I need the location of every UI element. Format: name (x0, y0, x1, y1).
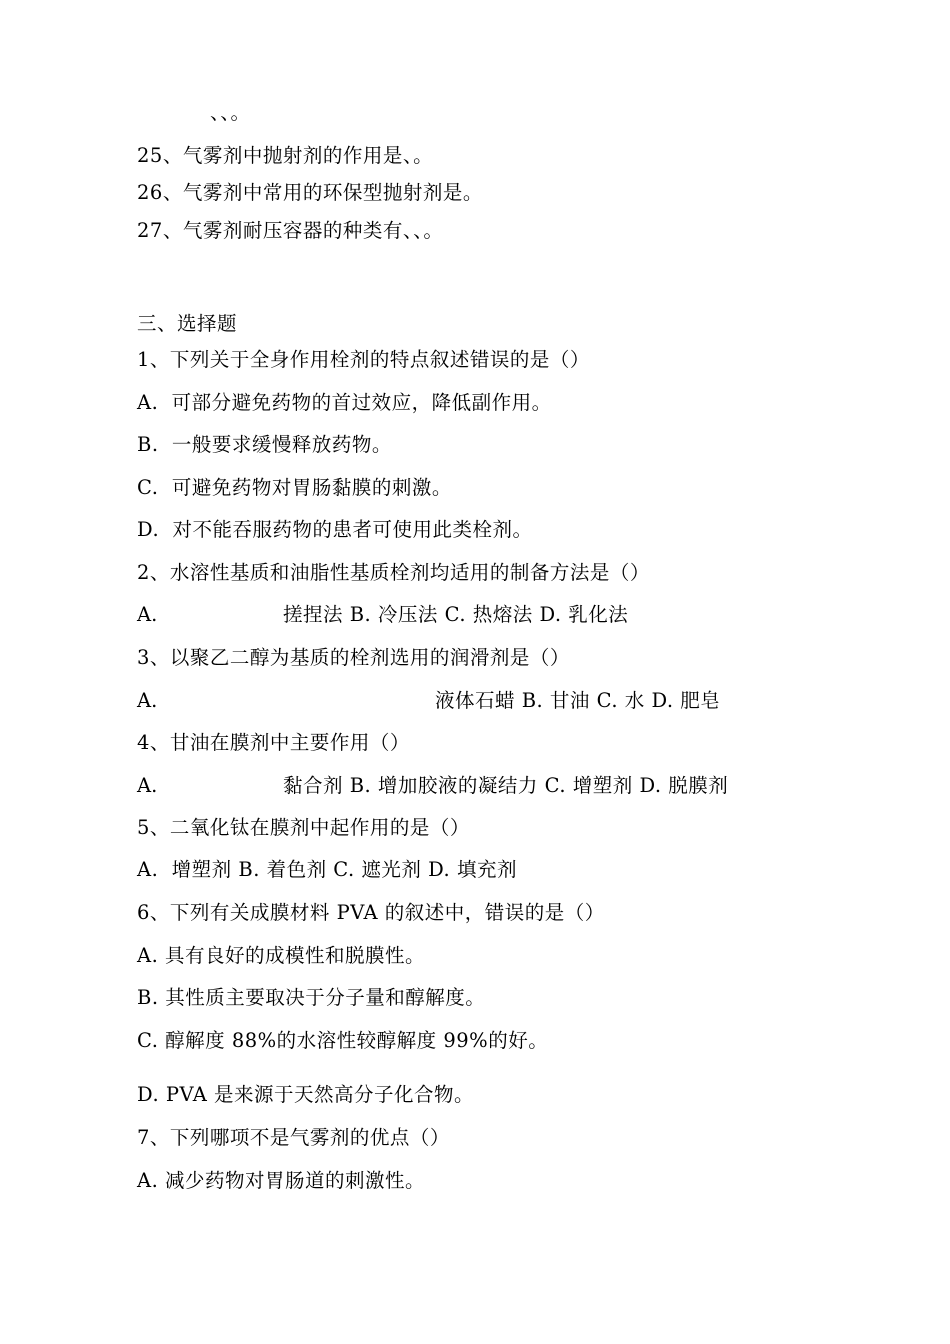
question-4-option-letter: A. (137, 774, 158, 797)
question-2-stem: 2、水溶性基质和油脂性基质栓剂均适用的制备方法是（） (137, 561, 650, 584)
question-1-option-c: C. 可避免药物对胃肠黏膜的刺激。 (137, 476, 452, 499)
question-6-option-d: D. PVA 是来源于天然高分子化合物。 (137, 1083, 474, 1106)
question-1-option-d: D. 对不能吞服药物的患者可使用此类栓剂。 (137, 518, 533, 541)
section-title: 三、选择题 (137, 312, 238, 335)
question-6-option-a: A. 具有良好的成模性和脱膜性。 (137, 944, 425, 967)
question-4-options: 黏合剂 B. 增加胶液的凝结力 C. 增塑剂 D. 脱膜剂 (283, 774, 729, 797)
question-1-option-b: B. 一般要求缓慢释放药物。 (137, 433, 392, 456)
question-4-stem: 4、甘油在膜剂中主要作用（） (137, 731, 410, 754)
question-6-option-c: C. 醇解度 88%的水溶性较醇解度 99%的好。 (137, 1029, 549, 1052)
fill-in-question-27: 27、气雾剂耐压容器的种类有、、。 (137, 219, 444, 242)
question-1-option-a: A. 可部分避免药物的首过效应，降低副作用。 (137, 391, 552, 414)
question-7-stem: 7、下列哪项不是气雾剂的优点（） (137, 1126, 450, 1149)
question-3-options: 液体石蜡 B. 甘油 C. 水 D. 肥皂 (435, 689, 721, 712)
fill-in-question-26: 26、气雾剂中常用的环保型抛射剂是。 (137, 181, 483, 204)
question-3-stem: 3、以聚乙二醇为基质的栓剂选用的润滑剂是（） (137, 646, 570, 669)
question-2-options: 搓捏法 B. 冷压法 C. 热熔法 D. 乳化法 (283, 603, 629, 626)
question-2-option-letter: A. (137, 603, 158, 626)
fill-in-question-25: 25、气雾剂中抛射剂的作用是、。 (137, 144, 434, 167)
question-7-option-a: A. 减少药物对胃肠道的刺激性。 (137, 1169, 425, 1192)
question-5-options: A. 增塑剂 B. 着色剂 C. 遮光剂 D. 填充剂 (137, 858, 517, 881)
fill-in-continuation: 、、。 (210, 101, 251, 124)
question-3-option-letter: A. (137, 689, 158, 712)
question-1-stem: 1、下列关于全身作用栓剂的特点叙述错误的是（） (137, 348, 590, 371)
question-6-option-b: B. 其性质主要取决于分子量和醇解度。 (137, 986, 486, 1009)
question-6-stem: 6、下列有关成膜材料 PVA 的叙述中，错误的是（） (137, 901, 605, 924)
question-5-stem: 5、二氧化钛在膜剂中起作用的是（） (137, 816, 470, 839)
